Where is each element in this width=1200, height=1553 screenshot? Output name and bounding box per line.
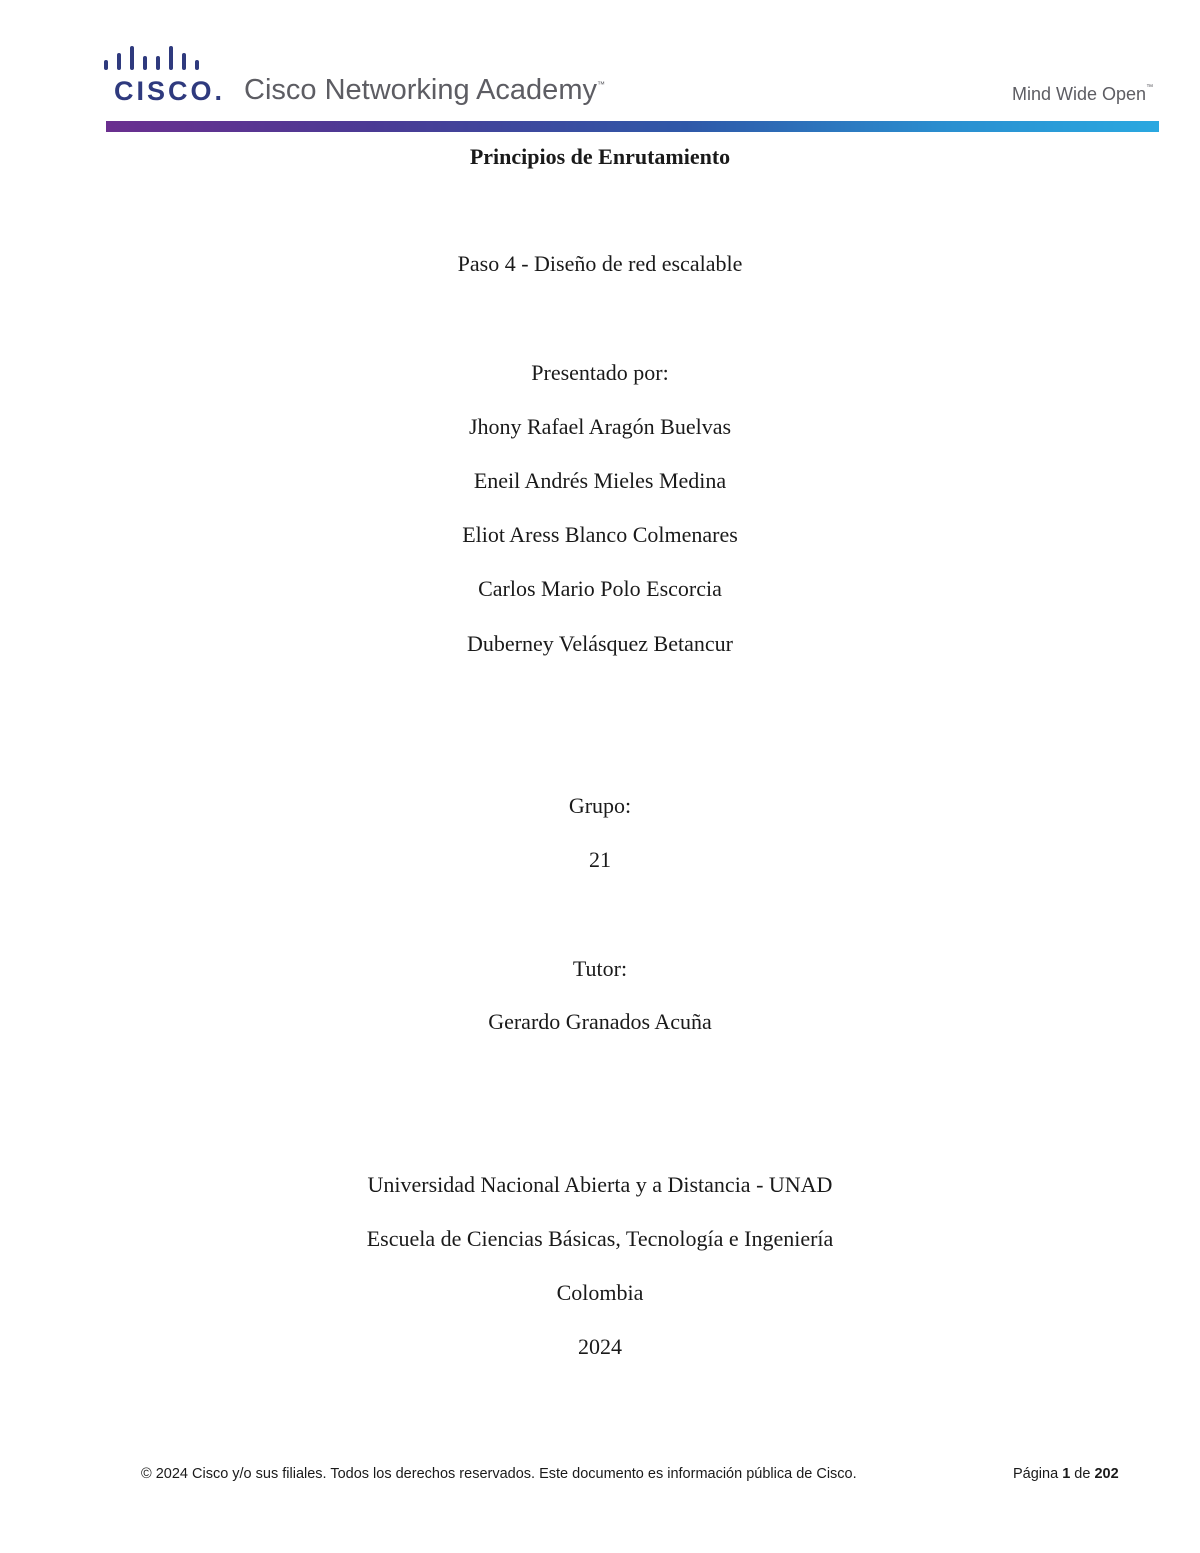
author-name: Jhony Rafael Aragón Buelvas <box>468 414 732 439</box>
university-name: Universidad Nacional Abierta y a Distancia - UNAD <box>367 1172 833 1197</box>
group-value: 21 <box>589 847 611 872</box>
tutor-label: Tutor: <box>572 956 628 981</box>
tagline-tm: ™ <box>1146 84 1154 91</box>
page-prefix: Página <box>1013 1466 1059 1482</box>
tagline-text: Mind Wide Open <box>1012 84 1147 104</box>
document-subtitle: Paso 4 - Diseño de red escalable <box>457 251 743 276</box>
school-name: Escuela de Ciencias Básicas, Tecnología e Ingeniería <box>366 1226 834 1251</box>
author-name: Carlos Mario Polo Escorcia <box>478 576 722 601</box>
tagline <box>1012 84 1153 105</box>
header-gradient-bar <box>106 121 1159 132</box>
presented-by-label: Presentado por: <box>531 360 669 385</box>
academy-tm: ™ <box>596 80 605 89</box>
page-sep: de <box>1074 1466 1091 1482</box>
page-current: 1 <box>1062 1466 1071 1482</box>
author-name: Duberney Velásquez Betancur <box>467 631 733 656</box>
tutor-name: Gerardo Granados Acuña <box>488 1009 712 1034</box>
page-total: 202 <box>1094 1466 1119 1482</box>
author-name: Eneil Andrés Mieles Medina <box>473 468 727 493</box>
group-label: Grupo: <box>568 793 632 818</box>
cisco-logo-word: CISCO. <box>114 76 226 106</box>
page-footer <box>0 1464 1200 1486</box>
author-name: Eliot Aress Blanco Colmenares <box>462 522 738 547</box>
page-header <box>0 0 1200 140</box>
country: Colombia <box>556 1280 644 1305</box>
cisco-bars-icon <box>104 44 214 76</box>
document-title: Principios de Enrutamiento <box>469 144 731 169</box>
year: 2024 <box>578 1334 622 1359</box>
page-number <box>1013 1466 1119 1482</box>
academy-name-text: Cisco Networking Academy <box>244 74 597 106</box>
academy-name <box>244 74 605 107</box>
copyright-notice: © 2024 Cisco y/o sus filiales. Todos los derechos reservados. Este documento es información pública de Cisco. <box>141 1466 857 1482</box>
